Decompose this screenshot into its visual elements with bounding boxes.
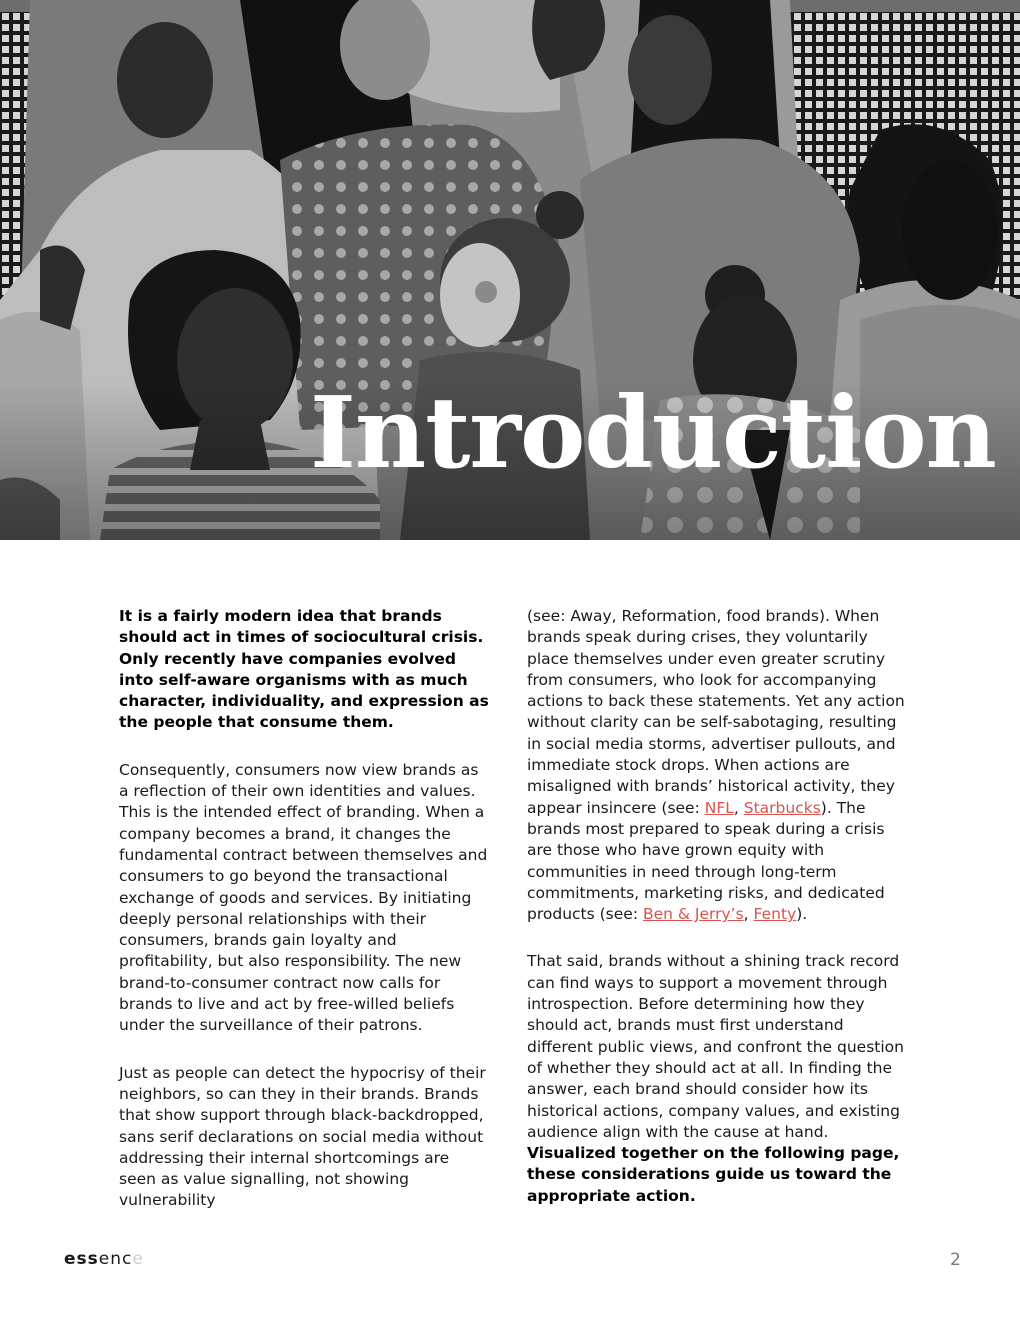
link-starbucks[interactable]: Starbucks	[743, 798, 821, 817]
body-paragraph	[527, 951, 907, 1207]
emphasis-text: Visualized together on the following page, these considerations guide us toward the appropriate action.	[527, 1144, 900, 1205]
logo-part: enc	[98, 1249, 133, 1269]
body-paragraph: Consequently, consumers now view brands as a reflection of their own identities and values. This is the intended effect of branding. When a company becomes a brand, it changes the fundamental contract between themselves and consumers to go beyond the transactional exchange of goods and services. By initiating deeply personal relationships with their consumers, brands gain loyalty and profitability, but also responsibility. The new brand-to-consumer contract now calls for brands to live and act by free-willed beliefs under the surveillance of their patrons.	[119, 760, 488, 1035]
lead-paragraph: It is a fairly modern idea that brands should act in times of sociocultural crisis. Only recently have companies evolved into self-aware organisms with as much character, individuality, and expression as the people that consume them.	[119, 607, 489, 732]
logo-part: ess	[64, 1249, 99, 1269]
text-run: (see: Away, Reformation, food brands). When brands speak during crises, they voluntarily place themselves under even greater scrutiny from consumers, who look for accompanying actions to back these statements. Yet any action without clarity can be self-sabotaging, resulting in social media storms, advertiser pullouts, and immediate stock drops. When actions are misaligned with brands’ historical activity, they appear insincere (see:	[527, 607, 905, 817]
body-paragraph: Just as people can detect the hypocrisy of their neighbors, so can they in their brands. Brands that show support through black-backdropped, sans serif declarations on social media without addressing their internal shortcomings are seen as value signalling, not showing vulnerability	[119, 1063, 486, 1210]
text-run: ). The brands most prepared to speak during a crisis are those who have grown equity with communities in need through long-term commitments, marketing risks, and dedicated products (see:	[527, 798, 885, 924]
logo-part: e	[132, 1249, 144, 1269]
text-run: That said, brands without a shining track record can find ways to support a movement through introspection. Before determining how they should act, brands must first understand different public views, and confront the question of whether they should act at all. In finding the answer, each brand should consider how its historical actions, company values, and existing audience align with the cause at hand.	[527, 952, 904, 1141]
link-nfl[interactable]: NFL	[704, 798, 734, 817]
left-column	[119, 606, 491, 1238]
brand-logo	[64, 1249, 144, 1269]
text-run: ,	[743, 905, 754, 924]
link-ben-and-jerrys[interactable]: Ben & Jerry’s	[642, 905, 744, 924]
text-run: ).	[796, 905, 808, 924]
hero-banner	[0, 0, 1020, 540]
page-title: Introduction	[310, 376, 996, 491]
text-run: ,	[733, 798, 744, 817]
right-column	[527, 606, 907, 1233]
body-paragraph	[527, 606, 907, 925]
page-number: 2	[950, 1250, 961, 1270]
link-fenty[interactable]: Fenty	[753, 905, 797, 924]
